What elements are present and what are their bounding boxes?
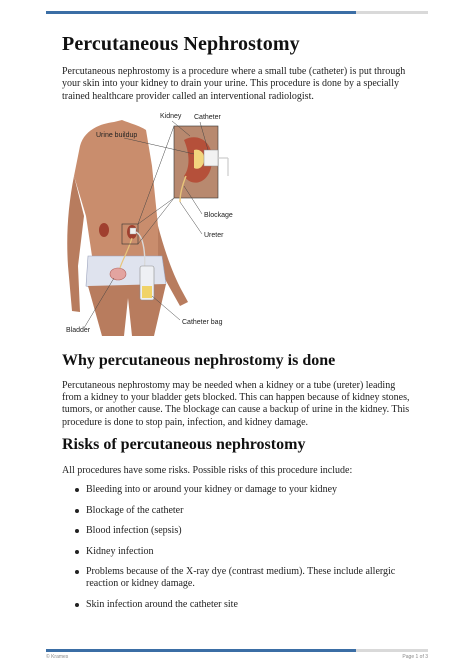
risks-intro: All procedures have some risks. Possible risks of this procedure include: [62, 465, 353, 476]
left-kidney-small [99, 223, 109, 237]
header-rule-accent [46, 11, 356, 14]
label-bladder: Bladder [66, 327, 91, 334]
list-item [62, 525, 422, 537]
risks-list [62, 484, 422, 619]
list-item-text: Problems because of the X-ray dye (contrast medium). These include allergic reaction or kidney damage. [86, 566, 396, 589]
footer-copyright: © Krames [46, 654, 69, 660]
section-heading-why: Why percutaneous nephrostomy is done [62, 352, 336, 369]
label-kidney: Kidney [160, 113, 182, 120]
list-item [62, 484, 422, 496]
list-item [62, 505, 422, 517]
list-item-text: Bleeding into or around your kidney or damage to your kidney [86, 484, 338, 495]
header-rule [46, 11, 428, 14]
footer-rule-accent [46, 649, 356, 652]
bladder-shape [110, 268, 126, 280]
bullet-icon [75, 550, 79, 554]
label-ureter: Ureter [204, 232, 224, 239]
legs-illustration [88, 284, 166, 336]
label-catheter: Catheter [194, 114, 221, 121]
bullet-icon [75, 529, 79, 533]
label-catheter-bag: Catheter bag [182, 319, 223, 326]
bullet-icon [75, 603, 79, 607]
bullet-icon [75, 509, 79, 513]
list-item [62, 599, 422, 611]
intro-paragraph: Percutaneous nephrostomy is a procedure where a small tube (catheter) is put through your skin into your kidney to drain your urine. This procedure is done by a specially trained healthcare provider called an interventional radiologist. [62, 66, 406, 102]
footer-rule [46, 649, 428, 652]
footer-page-number: Page 1 of 3 [402, 654, 428, 660]
list-item-text: Skin infection around the catheter site [86, 598, 238, 610]
why-paragraph: Percutaneous nephrostomy may be needed when a kidney or a tube (ureter) leading from a kidney to your bladder gets blocked. This can happen because of kidney stones, tumors, or another cause. The blockage can cause a backup of urine in the kidney. This procedure is done to stop pain, infection, and kidney damage. [62, 380, 410, 428]
list-item-text: Kidney infection [86, 545, 154, 557]
list-item-text: Blockage of the catheter [86, 504, 184, 516]
torso-illustration [74, 120, 162, 256]
bullet-icon [75, 488, 79, 492]
label-urine-buildup: Urine buildup [96, 132, 138, 139]
section-heading-risks: Risks of percutaneous nephrostomy [62, 436, 306, 453]
label-blockage: Blockage [204, 212, 233, 219]
nephrostomy-illustration [62, 106, 242, 338]
list-item [62, 546, 422, 558]
page-title: Percutaneous Nephrostomy [62, 33, 300, 55]
inset-catheter-dressing [204, 150, 218, 166]
bullet-icon [75, 570, 79, 574]
list-item-text: Blood infection (sepsis) [86, 525, 182, 536]
list-item [62, 566, 422, 590]
